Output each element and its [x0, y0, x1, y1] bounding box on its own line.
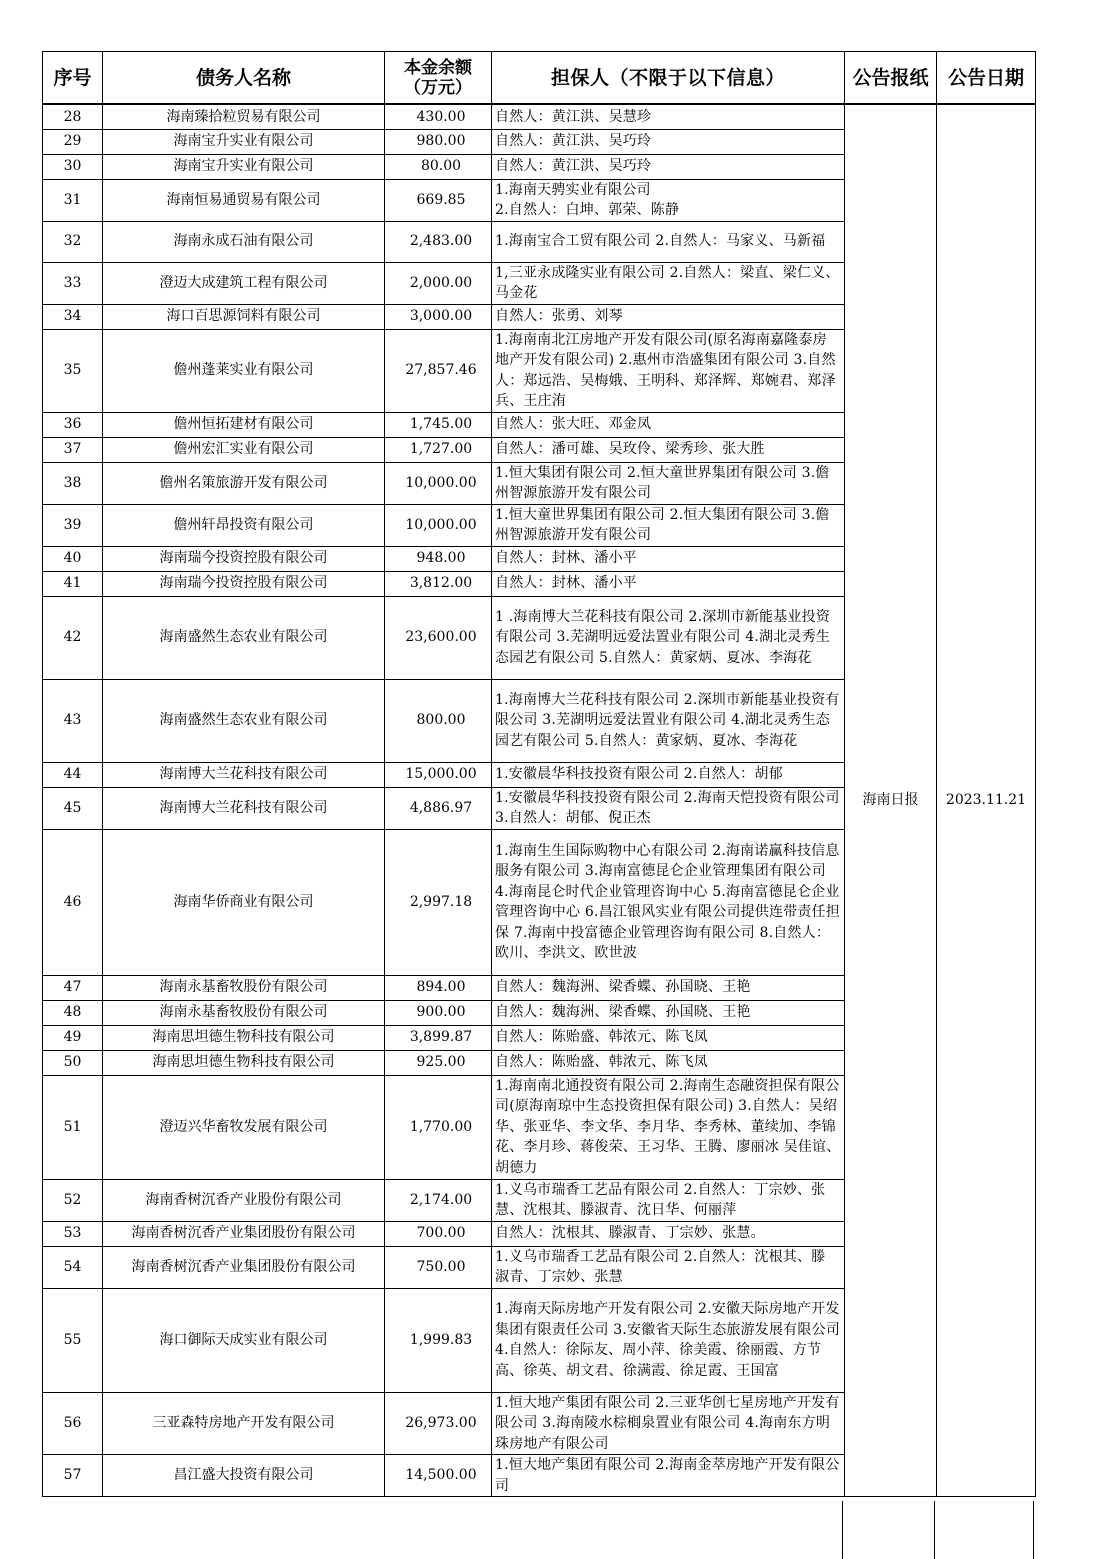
row-debtor-name: 海南香树沉香产业集团股份有限公司 [103, 1246, 385, 1288]
row-guarantor: 自然人：黄江洪、吴巧玲 [492, 154, 845, 179]
row-seq: 44 [43, 762, 103, 787]
row-guarantor: 自然人：黄江洪、吴巧玲 [492, 129, 845, 154]
row-amount: 894.00 [385, 975, 492, 1000]
row-guarantor: 自然人：张勇、刘琴 [492, 304, 845, 329]
row-seq: 50 [43, 1050, 103, 1075]
table-row [43, 104, 1036, 129]
row-debtor-name: 海南香树沉香产业集团股份有限公司 [103, 1221, 385, 1246]
row-amount: 23,600.00 [385, 596, 492, 679]
row-amount: 750.00 [385, 1246, 492, 1288]
row-debtor-name: 儋州轩昂投资有限公司 [103, 504, 385, 546]
row-amount: 2,000.00 [385, 262, 492, 304]
header-debtor-name: 债务人名称 [103, 52, 385, 105]
header-row [43, 52, 1036, 105]
row-amount: 10,000.00 [385, 504, 492, 546]
row-seq: 46 [43, 829, 103, 975]
row-debtor-name: 海南瑞今投资控股有限公司 [103, 571, 385, 596]
header-amount-line2: （万元） [404, 77, 472, 98]
row-guarantor: 1.恒大集团有限公司 2.恒大童世界集团有限公司 3.儋州智源旅游开发有限公司 [492, 462, 845, 504]
row-debtor-name: 儋州蓬莱实业有限公司 [103, 329, 385, 412]
row-seq: 45 [43, 787, 103, 829]
row-seq: 37 [43, 437, 103, 462]
row-seq: 39 [43, 504, 103, 546]
row-guarantor: 自然人：魏海洲、梁香蝶、孙国晓、王艳 [492, 1000, 845, 1025]
row-debtor-name: 海南宝升实业有限公司 [103, 129, 385, 154]
row-amount: 1,727.00 [385, 437, 492, 462]
row-seq: 30 [43, 154, 103, 179]
row-debtor-name: 海南博大兰花科技有限公司 [103, 762, 385, 787]
row-debtor-name: 儋州恒拓建材有限公司 [103, 412, 385, 437]
row-debtor-name: 海南瑞今投资控股有限公司 [103, 546, 385, 571]
row-guarantor: 自然人：陈贻盛、韩浓元、陈飞凤 [492, 1025, 845, 1050]
row-amount: 1,745.00 [385, 412, 492, 437]
row-seq: 28 [43, 104, 103, 129]
column-rule-right [1033, 1501, 1034, 1559]
row-seq: 29 [43, 129, 103, 154]
row-seq: 31 [43, 179, 103, 221]
row-guarantor: 1.恒大地产集团有限公司 2.海南金萃房地产开发有限公司 [492, 1455, 845, 1497]
row-debtor-name: 海南永基畜牧股份有限公司 [103, 1000, 385, 1025]
row-debtor-name: 海南宝升实业有限公司 [103, 154, 385, 179]
row-amount: 430.00 [385, 104, 492, 129]
row-guarantor: 自然人：封林、潘小平 [492, 571, 845, 596]
row-seq: 40 [43, 546, 103, 571]
row-seq: 41 [43, 571, 103, 596]
row-guarantor: 1.恒大童世界集团有限公司 2.恒大集团有限公司 3.儋州智源旅游开发有限公司 [492, 504, 845, 546]
row-debtor-name: 海南臻拾粒贸易有限公司 [103, 104, 385, 129]
row-amount: 2,483.00 [385, 221, 492, 262]
row-guarantor: 1.海南生生国际购物中心有限公司 2.海南诺赢科技信息服务有限公司 3.海南富德昆仑企业管理集团有限公司 4.海南昆仑时代企业管理咨询中心 5.海南富德昆仑企业管理咨询中心 6.昌江银风实业有限公司提供连带责任担保 7.海南中投富德企业管理咨询有限公司 8.自然人：欧川、李洪文、欧世波 [492, 829, 845, 975]
row-debtor-name: 海南永成石油有限公司 [103, 221, 385, 262]
row-guarantor: 1 .海南博大兰花科技有限公司 2.深圳市新能基业投资有限公司 3.芜湖明远爱法置业有限公司 4.湖北灵秀生态园艺有限公司 5.自然人：黄家炳、夏冰、李海花 [492, 596, 845, 679]
row-amount: 800.00 [385, 679, 492, 762]
row-debtor-name: 海口百思源饲料有限公司 [103, 304, 385, 329]
announcement-date: 2023.11.21 [937, 104, 1036, 1497]
row-debtor-name: 海南博大兰花科技有限公司 [103, 787, 385, 829]
row-guarantor: 1.安徽晨华科技投资有限公司 2.自然人：胡郁 [492, 762, 845, 787]
row-amount: 2,174.00 [385, 1179, 492, 1221]
row-amount: 4,886.97 [385, 787, 492, 829]
header-amount-line1: 本金余额 [404, 57, 472, 78]
row-seq: 32 [43, 221, 103, 262]
row-debtor-name: 海南思坦德生物科技有限公司 [103, 1025, 385, 1050]
row-amount: 1,999.83 [385, 1288, 492, 1392]
column-rule-date [934, 1501, 935, 1559]
row-debtor-name: 儋州名策旅游开发有限公司 [103, 462, 385, 504]
row-seq: 34 [43, 304, 103, 329]
debt-table [42, 51, 1036, 1497]
table-body [43, 104, 1036, 1497]
row-seq: 51 [43, 1075, 103, 1179]
row-amount: 3,000.00 [385, 304, 492, 329]
row-guarantor: 1.义乌市瑞香工艺品有限公司 2.自然人：沈根其、滕 淑青、丁宗妙、张慧 [492, 1246, 845, 1288]
row-guarantor: 1.义乌市瑞香工艺品有限公司 2.自然人：丁宗妙、张慧、沈根其、滕淑青、沈日华、何丽萍 [492, 1179, 845, 1221]
row-debtor-name: 海南思坦德生物科技有限公司 [103, 1050, 385, 1075]
row-seq: 35 [43, 329, 103, 412]
row-amount: 10,000.00 [385, 462, 492, 504]
row-guarantor: 1.海南南北通投资有限公司 2.海南生态融资担保有限公司(原海南琼中生态投资担保有限公司) 3.自然人：吴绍华、张亚华、李文华、李月华、李秀林、董续加、李锦花、李月珍、蒋俊荣、王习华、王腾、廖丽冰 吴佳谊、胡德力 [492, 1075, 845, 1179]
row-seq: 36 [43, 412, 103, 437]
row-guarantor: 自然人：魏海洲、梁香蝶、孙国晓、王艳 [492, 975, 845, 1000]
row-seq: 38 [43, 462, 103, 504]
row-amount: 925.00 [385, 1050, 492, 1075]
row-seq: 54 [43, 1246, 103, 1288]
row-guarantor: 1.海南博大兰花科技有限公司 2.深圳市新能基业投资有限公司 3.芜湖明远爱法置业有限公司 4.湖北灵秀生态园艺有限公司 5.自然人：黄家炳、夏冰、李海花 [492, 679, 845, 762]
row-guarantor: 自然人：黄江洪、吴慧珍 [492, 104, 845, 129]
row-debtor-name: 海口御际天成实业有限公司 [103, 1288, 385, 1392]
row-amount: 980.00 [385, 129, 492, 154]
row-seq: 56 [43, 1392, 103, 1455]
row-debtor-name: 海南恒易通贸易有限公司 [103, 179, 385, 221]
header-seq: 序号 [43, 52, 103, 105]
row-guarantor: 1.海南天骋实业有限公司 2.自然人：白坤、郭荣、陈静 [492, 179, 845, 221]
row-amount: 948.00 [385, 546, 492, 571]
row-amount: 2,997.18 [385, 829, 492, 975]
row-seq: 47 [43, 975, 103, 1000]
column-rule-paper [842, 1501, 843, 1559]
row-guarantor: 1.海南南北江房地产开发有限公司(原名海南嘉隆泰房地产开发有限公司) 2.惠州市浩盛集团有限公司 3.自然人：郑远浩、吴梅娥、王明科、郑泽辉、郑婉君、郑泽兵、王庄洧 [492, 329, 845, 412]
row-amount: 14,500.00 [385, 1455, 492, 1497]
row-amount: 15,000.00 [385, 762, 492, 787]
header-paper: 公告报纸 [845, 52, 937, 105]
row-seq: 55 [43, 1288, 103, 1392]
row-amount: 900.00 [385, 1000, 492, 1025]
row-debtor-name: 昌江盛大投资有限公司 [103, 1455, 385, 1497]
row-seq: 42 [43, 596, 103, 679]
row-amount: 27,857.46 [385, 329, 492, 412]
row-seq: 57 [43, 1455, 103, 1497]
row-debtor-name: 澄迈大成建筑工程有限公司 [103, 262, 385, 304]
row-guarantor: 1.安徽晨华科技投资有限公司 2.海南天恺投资有限公司 3.自然人：胡郁、倪正杰 [492, 787, 845, 829]
row-debtor-name: 儋州宏汇实业有限公司 [103, 437, 385, 462]
table-header [43, 52, 1036, 105]
row-guarantor: 自然人：张大旺、邓金凤 [492, 412, 845, 437]
row-guarantor: 1.海南宝合工贸有限公司 2.自然人：马家义、马新福 [492, 221, 845, 262]
row-amount: 26,973.00 [385, 1392, 492, 1455]
row-debtor-name: 澄迈兴华畜牧发展有限公司 [103, 1075, 385, 1179]
row-seq: 48 [43, 1000, 103, 1025]
row-debtor-name: 海南香树沉香产业股份有限公司 [103, 1179, 385, 1221]
row-debtor-name: 海南华侨商业有限公司 [103, 829, 385, 975]
row-seq: 52 [43, 1179, 103, 1221]
header-amount [385, 52, 492, 105]
row-guarantor: 自然人：陈贻盛、韩浓元、陈飞凤 [492, 1050, 845, 1075]
row-amount: 1,770.00 [385, 1075, 492, 1179]
row-amount: 669.85 [385, 179, 492, 221]
row-debtor-name: 海南盛然生态农业有限公司 [103, 679, 385, 762]
row-guarantor: 1,三亚永成隆实业有限公司 2.自然人：梁直、梁仁义、马金花 [492, 262, 845, 304]
row-guarantor: 自然人：潘可雄、吴玫伶、梁秀珍、张大胜 [492, 437, 845, 462]
row-seq: 43 [43, 679, 103, 762]
row-debtor-name: 三亚森特房地产开发有限公司 [103, 1392, 385, 1455]
row-amount: 3,812.00 [385, 571, 492, 596]
row-seq: 33 [43, 262, 103, 304]
row-debtor-name: 海南盛然生态农业有限公司 [103, 596, 385, 679]
row-guarantor: 自然人：沈根其、滕淑青、丁宗妙、张慧。 [492, 1221, 845, 1246]
row-amount: 3,899.87 [385, 1025, 492, 1050]
row-amount: 80.00 [385, 154, 492, 179]
row-amount: 700.00 [385, 1221, 492, 1246]
row-seq: 49 [43, 1025, 103, 1050]
row-seq: 53 [43, 1221, 103, 1246]
header-date: 公告日期 [937, 52, 1036, 105]
row-guarantor: 自然人：封林、潘小平 [492, 546, 845, 571]
header-guarantor: 担保人（不限于以下信息） [492, 52, 845, 105]
row-guarantor: 1.恒大地产集团有限公司 2.三亚华创七星房地产开发有限公司 3.海南陵水棕榈泉置业有限公司 4.海南东方明珠房地产有限公司 [492, 1392, 845, 1455]
row-guarantor: 1.海南天际房地产开发有限公司 2.安徽天际房地产开发集团有限责任公司 3.安徽省天际生态旅游发展有限公司 4.自然人：徐际友、周小萍、徐美霞、徐丽霞、方节高、徐英、胡文君、徐满霞、徐足霞、王国富 [492, 1288, 845, 1392]
row-debtor-name: 海南永基畜牧股份有限公司 [103, 975, 385, 1000]
announcement-paper: 海南日报 [845, 104, 937, 1497]
